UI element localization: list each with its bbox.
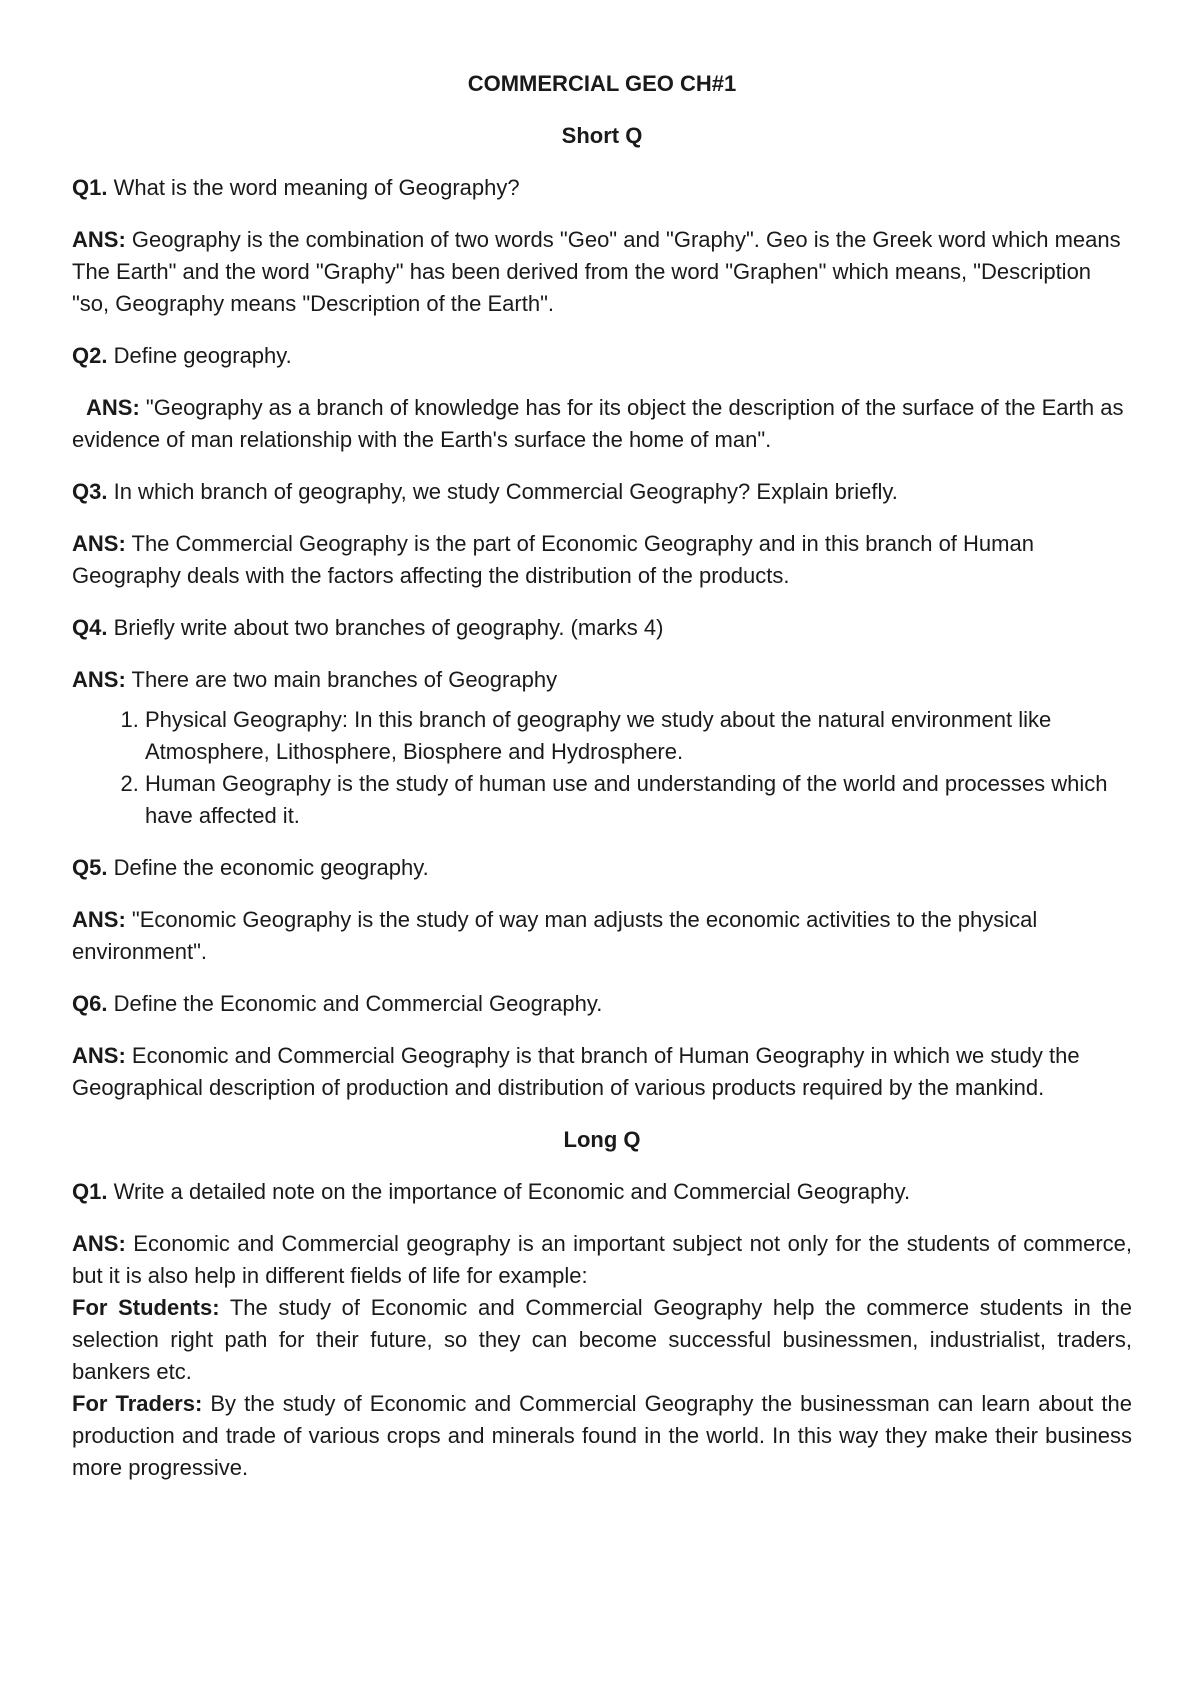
branches-list [72,704,1132,832]
students-paragraph [72,1292,1132,1388]
short-question-1 [72,172,1132,204]
question-text: Define the Economic and Commercial Geography. [113,991,603,1016]
page-title: COMMERCIAL GEO CH#1 [467,71,737,96]
short-answer-5 [72,904,1132,968]
short-answer-1 [72,224,1132,320]
students-text: The study of Economic and Commercial Geography help the commerce students in the selection right path for their future, so they can become successful businessmen, industrialist, traders, bankers etc. [72,1295,1132,1384]
traders-label: For Traders: [72,1391,203,1416]
answer-label: ANS: [72,1043,126,1068]
question-label: Q6. [72,991,108,1016]
traders-paragraph [72,1388,1132,1484]
short-answer-2 [72,392,1132,456]
question-label: Q2. [72,343,108,368]
students-label: For Students: [72,1295,220,1320]
short-answer-3 [72,528,1132,592]
answer-text: Geography is the combination of two words "Geo" and "Graphy". Geo is the Greek word which means The Earth" and the word "Graphy" has been derived from the word "Graphen" which means, "Description "so, Geography means "Description of the Earth". [72,227,1121,316]
short-question-5 [72,852,1132,884]
short-question-4 [72,612,1132,644]
answer-text: "Economic Geography is the study of way man adjusts the economic activities to the physical environment". [72,907,1038,964]
list-item: 2. Human Geography is the study of human use and understanding of the world and processes which have affected it. [145,768,1132,832]
question-label: Q1. [72,175,108,200]
short-answer-6 [72,1040,1132,1104]
long-questions-heading: Long Q [563,1127,641,1152]
question-label: Q3. [72,479,108,504]
question-label: Q5. [72,855,108,880]
list-item: 1. Physical Geography: In this branch of geography we study about the natural environment like Atmosphere, Lithosphere, Biosphere and Hydrosphere. [145,704,1132,768]
question-text: Briefly write about two branches of geography. (marks 4) [113,615,664,640]
traders-text: By the study of Economic and Commercial Geography the businessman can learn about the production and trade of various crops and minerals found in the world. In this way they make their business more progressive. [72,1391,1132,1480]
answer-label: ANS: [72,907,126,932]
short-question-3 [72,476,1132,508]
answer-text: The Commercial Geography is the part of Economic Geography and in this branch of Human Geography deals with the factors affecting the distribution of the products. [72,531,1034,588]
answer-label: ANS: [86,395,140,420]
question-text: What is the word meaning of Geography? [113,175,520,200]
question-label: Q1. [72,1179,108,1204]
answer-text: Economic and Commercial Geography is that branch of Human Geography in which we study the Geographical description of production and distribution of various products required by the mankind. [72,1043,1080,1100]
short-question-2 [72,340,1132,372]
short-question-6 [72,988,1132,1020]
answer-text: Economic and Commercial geography is an important subject not only for the students of commerce, but it is also help in different fields of life for example: [72,1231,1132,1288]
answer-label: ANS: [72,531,126,556]
short-questions-heading: Short Q [561,123,643,148]
long-answer-intro [72,1228,1132,1292]
answer-text: There are two main branches of Geography [131,667,558,692]
question-text: Define geography. [113,343,292,368]
question-text: Write a detailed note on the importance of Economic and Commercial Geography. [113,1179,911,1204]
long-answer-1 [72,1228,1132,1484]
long-question-1 [72,1176,1132,1208]
question-text: In which branch of geography, we study Commercial Geography? Explain briefly. [113,479,898,504]
answer-label: ANS: [72,1231,126,1256]
answer-label: ANS: [72,227,126,252]
answer-text: "Geography as a branch of knowledge has for its object the description of the surface of the Earth as evidence of man relationship with the Earth's surface the home of man". [72,395,1124,452]
short-answer-4 [72,664,1132,696]
answer-label: ANS: [72,667,126,692]
question-text: Define the economic geography. [113,855,429,880]
question-label: Q4. [72,615,108,640]
